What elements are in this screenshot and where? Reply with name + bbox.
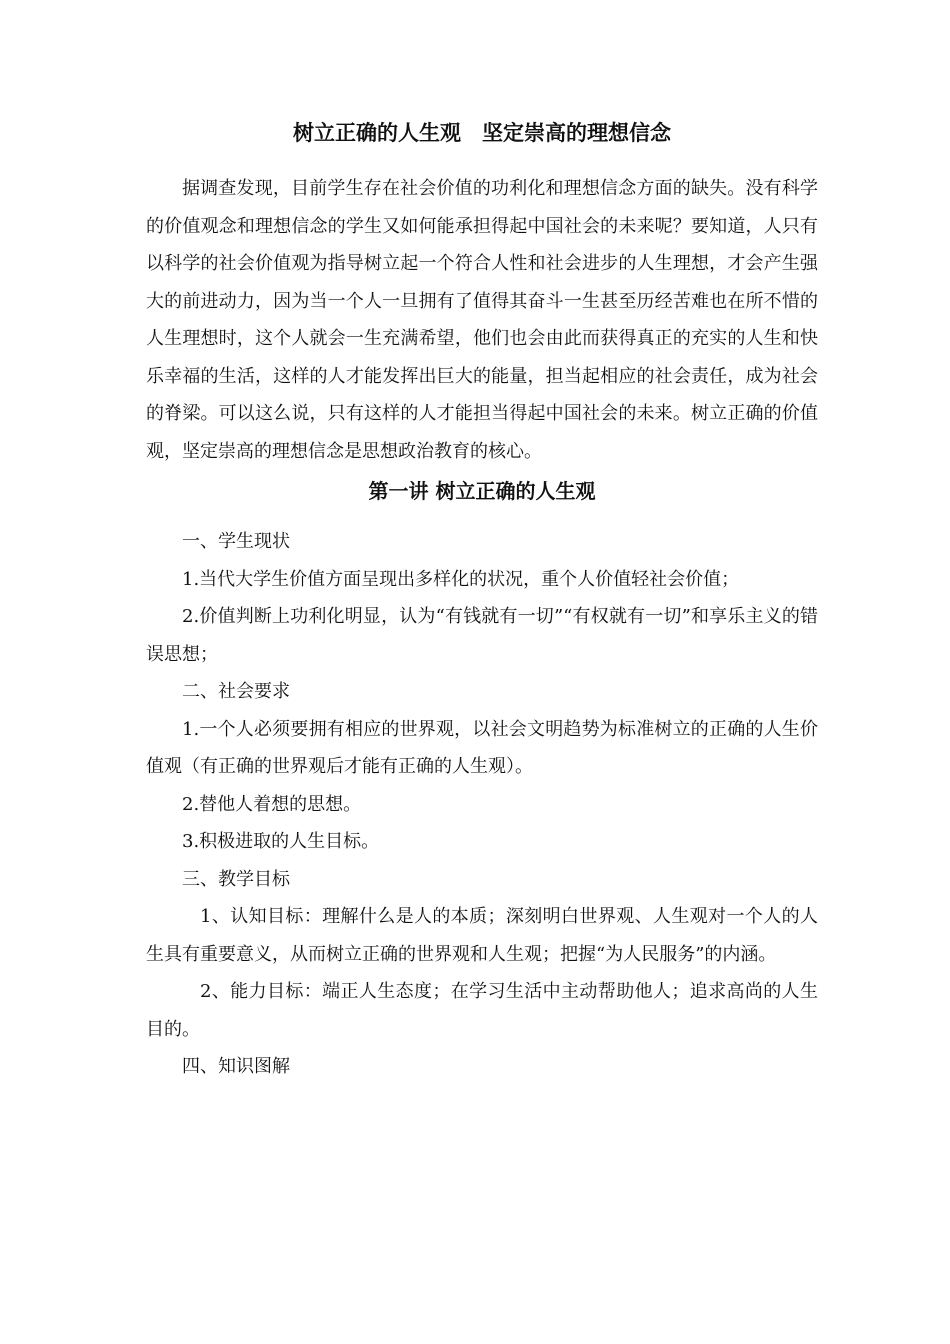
- section-heading-social-requirements: 二、社会要求: [182, 681, 290, 702]
- list-item: 3.积极进取的人生目标。: [182, 831, 380, 852]
- section-heading-knowledge-diagram: 四、知识图解: [182, 1056, 290, 1077]
- document-body: [146, 116, 818, 1086]
- list-item: 2.替他人着想的思想。: [182, 793, 362, 815]
- list-item: 1、认知目标：理解什么是人的本质；深刻明白世界观、人生观对一个人的人生具有重要意义，从而树立正确的世界观和人生观；把握“为人民服务”的内涵。: [146, 906, 818, 965]
- document-title: 树立正确的人生观 坚定崇高的理想信念: [293, 121, 671, 145]
- section-heading-teaching-goals: 三、教学目标: [182, 868, 290, 890]
- lecture-title: 第一讲 树立正确的人生观: [368, 479, 596, 503]
- section-heading-student-status: 一、学生现状: [182, 531, 290, 552]
- intro-paragraph: 据调查发现，目前学生存在社会价值的功利化和理想信念方面的缺失。没有科学的价值观念和理想信念的学生又如何能承担得起中国社会的未来呢？要知道，人只有以科学的社会价值观为指导树立起一个符合人性和社会进步的人生理想，才会产生强大的前进动力，因为当一个人一旦拥有了值得其奋斗一生甚至历经苦难也在所不惜的人生理想时，这个人就会一生充满希望，他们也会由此而获得真正的充实的人生和快乐幸福的生活，这样的人才能发挥出巨大的能量，担当起相应的社会责任，成为社会的脊梁。可以这么说，只有这样的人才能担当得起中国社会的未来。树立正确的价值观，坚定崇高的理想信念是思想政治教育的核心。: [146, 178, 818, 462]
- list-item: 1.一个人必须要拥有相应的世界观，以社会文明趋势为标准树立的正确的人生价值观（有正确的世界观后才能有正确的人生观）。: [146, 718, 818, 777]
- list-item: 1.当代大学生价值方面呈现出多样化的状况，重个人价值轻社会价值；: [182, 568, 740, 590]
- list-item: 2、能力目标：端正人生态度；在学习生活中主动帮助他人；追求高尚的人生目的。: [146, 981, 818, 1040]
- list-item: 2.价值判断上功利化明显，认为“有钱就有一切”“有权就有一切”和享乐主义的错误思想；: [146, 606, 818, 665]
